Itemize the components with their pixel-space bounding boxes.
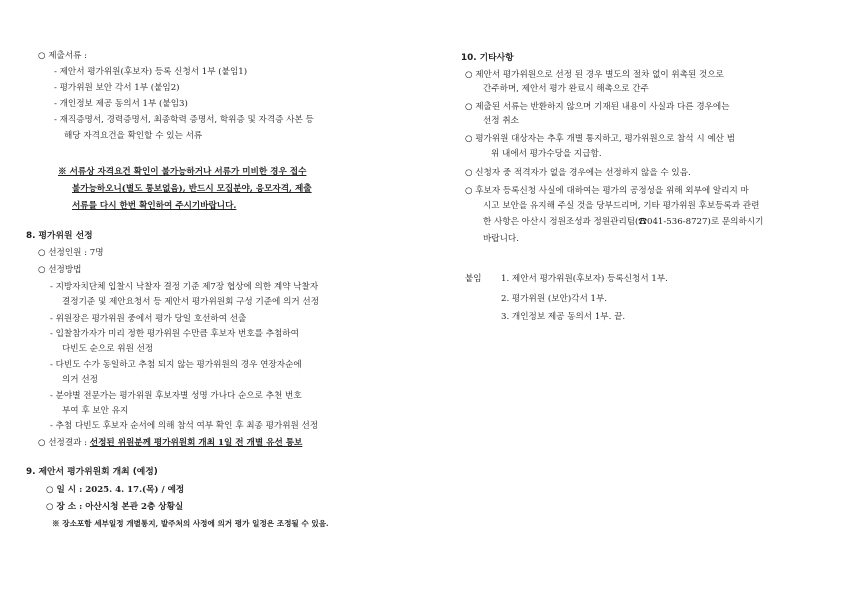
method-item: - 추첨 다빈도 후보자 순서에 의해 참석 여부 확인 후 최종 평가위원 선정	[50, 421, 319, 431]
method-item-cont: 의거 선정	[62, 375, 98, 385]
misc-item-cont: 바랍니다.	[483, 234, 519, 244]
section-10-title: 10. 기타사항	[461, 53, 514, 63]
method-item: - 위원장은 평가위원 중에서 평가 당일 호선하여 선출	[50, 314, 247, 324]
attachment-item: 3. 개인정보 제공 동의서 1부. 끝.	[501, 312, 626, 322]
misc-item: ○ 평가위원 대상자는 추후 개별 통지하고, 평가위원으로 참석 시 예산 범	[465, 134, 735, 144]
section-9-title: 9. 제안서 평가위원회 개최 (예정)	[26, 467, 158, 477]
selection-result-label: ○ 선정결과 :	[38, 438, 90, 448]
misc-item: ○ 제출된 서류는 반환하지 않으며 기재된 내용이 사실과 다른 경우에는	[465, 102, 730, 112]
notice-line: ※ 서류상 자격요건 확인이 불가능하거나 서류가 미비한 경우 접수	[58, 167, 307, 177]
submit-doc-item: - 개인정보 제공 동의서 1부 (붙임3)	[54, 99, 188, 109]
schedule-note: ※ 장소포함 세부일정 개별통지, 발주처의 사정에 의거 평가 일정은 조정될 수 있음.	[52, 519, 329, 528]
method-item-cont: 결정기준 및 제안요청서 등 제안서 평가위원회 구성 기준에 의거 선정	[62, 297, 320, 307]
misc-item: ○ 후보자 등록신청 사실에 대하여는 평가의 공정성을 위해 외부에 알리지 마	[465, 186, 749, 196]
notice-line: 서류를 다시 한번 확인하여 주시기바랍니다.	[72, 201, 237, 211]
method-item: - 분야별 전문가는 평가위원 후보자별 성명 가나다 순으로 추천 번호	[50, 391, 302, 401]
selection-method-title: ○ 선정방법	[38, 265, 82, 275]
notice-line: 불가능하오니(별도 통보없음), 반드시 모집분야, 응모자격, 제출	[72, 184, 312, 194]
submit-doc-item: - 제안서 평가위원(후보자) 등록 신청서 1부 (붙임1)	[54, 67, 248, 77]
method-item: - 다빈도 수가 동일하고 추첨 되지 않는 평가위원의 경우 연장자순에	[50, 360, 302, 370]
submit-docs-title: ○ 제출서류 :	[38, 51, 88, 61]
attachment-item: 1. 제안서 평가위원(후보자) 등록신청서 1부.	[501, 274, 668, 284]
attachments-label: 붙임	[465, 274, 482, 284]
misc-item: ○ 신청자 중 적격자가 없을 경우에는 선정하지 않을 수 있음.	[465, 168, 691, 178]
misc-item-cont: 시고 보안을 유지해 주실 것을 당부드리며, 기타 평가위원 후보등록과 관련	[483, 201, 760, 211]
submit-doc-item: - 평가위원 보안 각서 1부 (붙임2)	[54, 83, 180, 93]
selection-result	[38, 437, 302, 449]
selection-count: ○ 선정인원 : 7명	[38, 248, 104, 258]
selection-result-text: 선정된 위원분께 평가위원회 개최 1일 전 개별 유선 통보	[89, 438, 303, 448]
misc-item-cont: 간주하며, 제안서 평가 완료시 해촉으로 간주	[483, 84, 649, 94]
meeting-date: ○ 일 시 : 2025. 4. 17.(목) / 예정	[46, 485, 185, 495]
method-item: - 입찰참가자가 미리 정한 평가위원 수만큼 후보자 번호를 추첨하여	[50, 329, 299, 339]
submit-doc-item: - 재직증명서, 경력증명서, 최종학력 증명서, 학위증 및 자격증 사본 등	[54, 115, 314, 125]
meeting-place: ○ 장 소 : 아산시청 본관 2층 상황실	[46, 502, 184, 512]
method-item: - 지방자치단체 입찰시 낙찰자 결정 기준 제7장 협상에 의한 계약 낙찰자	[50, 282, 319, 292]
attachment-item: 2. 평가위원 (보안)각서 1부.	[501, 294, 608, 304]
misc-item-cont: 한 사항은 아산시 정원조성과 정원관리팀(☎041-536-8727)로 문의하시기	[483, 217, 764, 227]
section-8-title: 8. 평가위원 선정	[26, 231, 93, 241]
misc-item: ○ 제안서 평가위원으로 선정 된 경우 별도의 절차 없이 위촉된 것으로	[465, 70, 724, 80]
method-item-cont: 다빈도 순으로 위원 선정	[62, 344, 154, 354]
method-item-cont: 부여 후 보안 유지	[62, 406, 129, 416]
misc-item-cont: 선정 취소	[483, 116, 519, 126]
misc-item-cont: 위 내에서 평가수당을 지급함.	[491, 149, 602, 159]
submit-doc-item-cont: 해당 자격요건을 확인할 수 있는 서류	[64, 131, 203, 141]
